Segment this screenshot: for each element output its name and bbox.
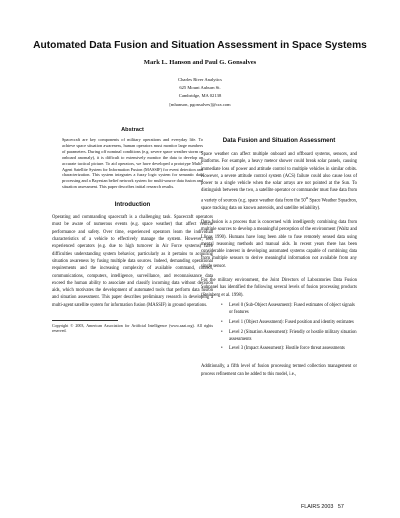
abstract-heading: Abstract bbox=[121, 127, 144, 133]
list-item: • Level 1 (Object Assessment): Fused position and identity estimates bbox=[221, 319, 354, 325]
affiliation-line: Charles River Analytics bbox=[178, 77, 222, 82]
venue-label: FLAIRS 2003 bbox=[301, 504, 334, 510]
affiliation-line: Cambridge, MA 02138 bbox=[178, 93, 222, 99]
paper-title: Automated Data Fusion and Situation Assessment in Space Systems bbox=[33, 40, 367, 51]
section-paragraph: Additionally, a fifth level of fusion processing termed collection management or process refinement can be added to this model, i.e., bbox=[201, 364, 357, 377]
section-paragraph: Data fusion is a process that is concerned with intelligently combining data from multiple sources to develop a meaningful perception of the environment (Waltz and Llinas 1990). Humans have long been able to fuse remotely sensed data using mental reasoning methods and manual aids. In recent years there has been considerable interest in developing automated systems capable of combining data from multiple sensors to derive meaningful information not available from any single sensor. bbox=[201, 219, 357, 269]
author-emails: [mhanson, pgonsalves]@cra.com bbox=[169, 101, 231, 107]
paragraph-text: Space Weather Squadron, space tracking data on known asteroids, and satellite reliability). bbox=[201, 198, 357, 211]
right-column bbox=[201, 137, 357, 378]
author-affiliation bbox=[100, 76, 300, 109]
footnote-rule bbox=[52, 320, 118, 321]
bullet-icon: • bbox=[221, 302, 223, 308]
fusion-levels-list bbox=[201, 303, 357, 353]
copyright-notice: Copyright © 2003, American Association for Artificial Intelligence (www.aaai.org). All rights reserved. bbox=[52, 323, 213, 334]
ordinal-suffix: th bbox=[305, 195, 309, 200]
bullet-icon: • bbox=[221, 319, 223, 325]
introduction-text: Operating and commanding spacecraft is a challenging task. Spacecraft operators must be aware of numerous events (e.g. space weather) that affect vehicle performance and safety. Over time, experienced operators learn the individual characteristics of a vehicle to effectively manage the system. However, less experienced operators (e.g. due to high turnover in Air Force systems) have difficulties understanding system behavior, particularly as it pertains to acquiring situation awareness by fusing multiple data sources. Indeed, demanding operational requirements and the increasing complexity of available command, control, communications, computers, intelligence, surveillance, and reconnaissance data exceed the human ability to associate and classify incoming data without decision aids, which motivates the development of automated tools that perform data fusion and situation assessment. This paper describes preliminary research in developing a multi-agent satellite system for information fusion (MASSIF) in ground operations. bbox=[52, 215, 213, 308]
page-number: 57 bbox=[337, 504, 344, 510]
bullet-icon: • bbox=[221, 329, 223, 335]
list-item: • Level 3 (Impact Assessment): Hostile force threat assessments bbox=[221, 346, 345, 352]
paragraph-text: Space weather can affect multiple onboard and offboard systems, sensors, and platforms. For example, a heavy meteor shower could break solar panels, causing immediate loss of power and attitude control to multiple vehicles in similar orbits. However, a severe attitude control system (ACS) failure could also cause loss of power to a single vehicle when the solar arrays are not pointed at the Sun. To distinguish between the two, a satellite operator or commander must fuse data from a variety of sources (e.g. space weather data from the 50 bbox=[201, 152, 357, 204]
affiliation-line: 625 Mount Auburn St. bbox=[179, 85, 221, 91]
section-paragraph bbox=[201, 151, 357, 212]
section-paragraph: For the military environment, the Joint Directors of Laboratories Data Fusion Subpanel has identified the following several levels of fusion processing products (Steinberg et al. 1998). bbox=[201, 278, 357, 298]
section-heading: Data Fusion and Situation Assessment bbox=[222, 137, 336, 144]
list-item: • Level 0 (Sub-Object Assessment): Fused estimates of object signals or features bbox=[221, 302, 355, 315]
list-item: • Level 2 (Situation Assessment): Friendly or hostile military situation assessments bbox=[221, 329, 357, 342]
introduction-heading: Introduction bbox=[114, 201, 151, 209]
paper-authors: Mark L. Hanson and Paul G. Gonsalves bbox=[143, 59, 257, 66]
bullet-icon: • bbox=[221, 346, 223, 352]
page-footer bbox=[301, 504, 344, 510]
abstract-text: Spacecraft are key components of military operations and everyday life. To achieve space situation awareness, human operators must monitor large numbers of parameters. During off nominal conditions (e.g. severe space weather storm or onboard anomaly), it is difficult to extensively monitor the data to develop an accurate tactical picture. To aid operators, we have developed a prototype Multi-Agent Satellite System for Information Fusion (MASSIF) for event detection and characterization. This system integrates a fuzzy logic system for semantic data processing and a Bayesian belief network system for multi-source data fusion and situation assessment. This paper describes initial research results. bbox=[62, 137, 203, 190]
left-column bbox=[52, 127, 213, 333]
